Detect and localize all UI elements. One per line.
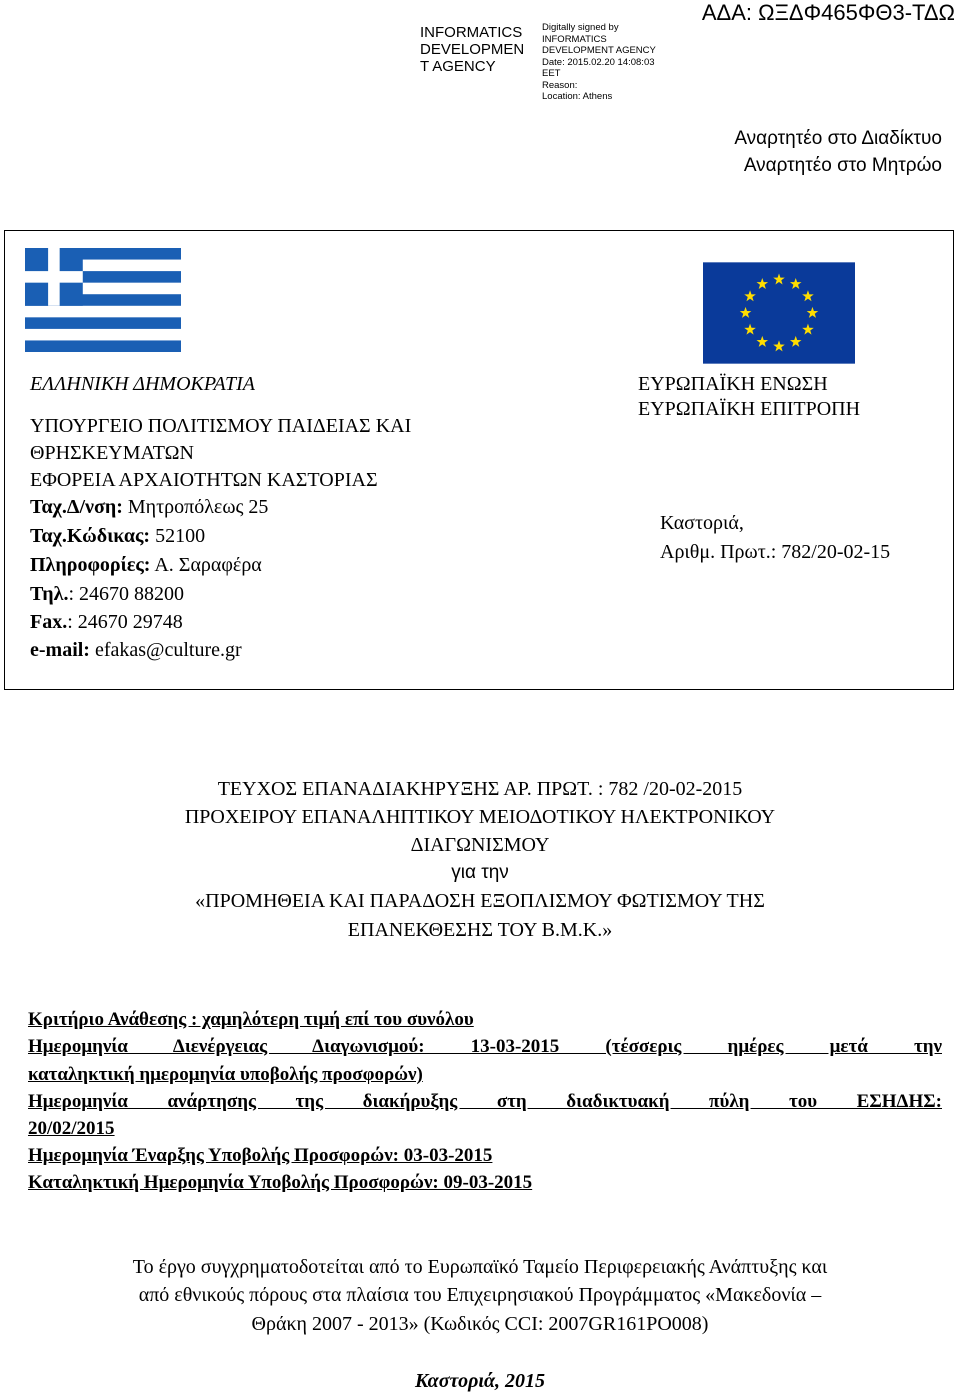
- fax-label: Fax.: [30, 611, 68, 633]
- signature-detail-line: Date: 2015.02.20 14:08:03: [542, 56, 655, 68]
- info-value: Α. Σαραφέρα: [150, 554, 262, 576]
- postcode-value: 52100: [150, 525, 206, 547]
- eu-commission-label: ΕΥΡΩΠΑΪΚΗ ΕΠΙΤΡΟΠΗ: [638, 398, 861, 420]
- fax-value: : 24670 29748: [67, 611, 183, 633]
- submission-start-date: Ημερομηνία Έναρξης Υποβολής Προσφορών: 03-03-2015: [28, 1145, 493, 1166]
- signature-detail-line: INFORMATICS: [542, 33, 607, 45]
- publication-date-line2: 20/02/2015: [28, 1118, 115, 1139]
- eu-flag-icon: [703, 262, 855, 364]
- republic-name: ΕΛΛΗΝΙΚΗ ΔΗΜΟΚΡΑΤΙΑ: [30, 373, 255, 395]
- ada-code: ΑΔΑ: ΩΞΔΦ465ΦΘ3-ΤΔΩ: [701, 0, 955, 25]
- document-title-line6: ΕΠΑΝΕΚΘΕΣΗΣ ΤΟΥ Β.Μ.Κ.»: [347, 919, 613, 941]
- posting-registry: Αναρτητέο στο Μητρώο: [743, 155, 942, 176]
- signature-details: [542, 22, 667, 103]
- email-label: e-mail:: [30, 639, 90, 661]
- ephorate-name: ΕΦΟΡΕΙΑ ΑΡΧΑΙΟΤΗΤΩΝ ΚΑΣΤΟΡΙΑΣ: [30, 469, 378, 491]
- info-label: Πληροφορίες:: [30, 554, 151, 576]
- ministry-name-line2: ΘΡΗΣΚΕΥΜΑΤΩΝ: [30, 442, 194, 464]
- publication-date-line1: Ημερομηνία ανάρτησης της διακήρυξης στη διαδικτυακή πύλη του ΕΣΗΔΗΣ:: [28, 1091, 942, 1112]
- submission-end-date: Καταληκτική Ημερομηνία Υποβολής Προσφορών: 09-03-2015: [28, 1172, 533, 1193]
- signature-signer: INFORMATICS DEVELOPMEN T AGENCY: [420, 24, 525, 75]
- greek-flag-icon: [25, 248, 181, 352]
- signature-detail-line: Digitally signed by: [542, 22, 619, 33]
- city-label: Καστοριά,: [660, 512, 744, 534]
- email-row: [30, 638, 242, 662]
- info-row: [30, 553, 262, 577]
- funding-line3: Θράκη 2007 - 2013» (Κωδικός CCI: 2007GR161PO008): [251, 1313, 709, 1335]
- award-criterion: Κριτήριο Ανάθεσης : χαμηλότερη τιμή επί του συνόλου: [28, 1009, 474, 1030]
- document-title-line4: για την: [451, 862, 509, 883]
- funding-line1: Το έργο συγχρηματοδοτείται από το Ευρωπαϊκό Ταμείο Περιφερειακής Ανάπτυξης και: [132, 1256, 828, 1278]
- signature-detail-line: EET: [542, 68, 561, 79]
- posting-internet: Αναρτητέο στο Διαδίκτυο: [734, 128, 942, 149]
- protocol-number: Αριθμ. Πρωτ.: 782/20-02-15: [660, 541, 891, 563]
- footer-place-year: Καστοριά, 2015: [414, 1370, 546, 1392]
- address-value: Μητροπόλεως 25: [122, 496, 269, 518]
- eu-union-label: ΕΥΡΩΠΑΪΚΗ ΕΝΩΣΗ: [638, 373, 828, 395]
- signature-detail-line: Reason:: [542, 79, 578, 91]
- postcode-row: [30, 524, 205, 548]
- tender-date-line1: Ημερομηνία Διενέργειας Διαγωνισμού: 13-03-2015 (τέσσερις ημέρες μετά την: [28, 1036, 942, 1057]
- address-row: [30, 495, 268, 519]
- signature-detail-line: DEVELOPMENT AGENCY: [542, 45, 656, 56]
- email-value: efakas@culture.gr: [89, 639, 242, 661]
- document-title-line5: «ΠΡΟΜΗΘΕΙΑ ΚΑΙ ΠΑΡΑΔΟΣΗ ΕΞΟΠΛΙΣΜΟΥ ΦΩΤΙΣΜΟΥ ΤΗΣ: [195, 890, 765, 912]
- document-title-line3: ΔΙΑΓΩΝΙΣΜΟΥ: [410, 834, 550, 856]
- signature-detail-line: Location: Athens: [542, 91, 613, 102]
- tender-date-line2: καταληκτική ημερομηνία υποβολής προσφορών): [28, 1064, 423, 1085]
- address-label: Ταχ.Δ/νση:: [30, 496, 123, 518]
- phone-value: : 24670 88200: [68, 583, 185, 605]
- phone-label: Τηλ.: [30, 583, 69, 605]
- postcode-label: Ταχ.Κώδικας:: [30, 525, 151, 547]
- ministry-name-line1: ΥΠΟΥΡΓΕΙΟ ΠΟΛΙΤΙΣΜΟΥ ΠΑΙΔΕΙΑΣ ΚΑΙ: [30, 415, 412, 437]
- document-title-line1: ΤΕΥΧΟΣ ΕΠΑΝΑΔΙΑΚΗΡΥΞΗΣ ΑΡ. ΠΡΩΤ. : 782 /20-02-2015: [217, 778, 743, 800]
- fax-row: [30, 610, 183, 634]
- funding-line2: από εθνικούς πόρους στα πλαίσια του Επιχειρησιακού Προγράμματος «Μακεδονία –: [138, 1284, 822, 1306]
- phone-row: [30, 582, 184, 606]
- document-title-line2: ΠΡΟΧΕΙΡΟΥ ΕΠΑΝΑΛΗΠΤΙΚΟΥ ΜΕΙΟΔΟΤΙΚΟΥ ΗΛΕΚΤΡΟΝΙΚΟΥ: [184, 806, 776, 828]
